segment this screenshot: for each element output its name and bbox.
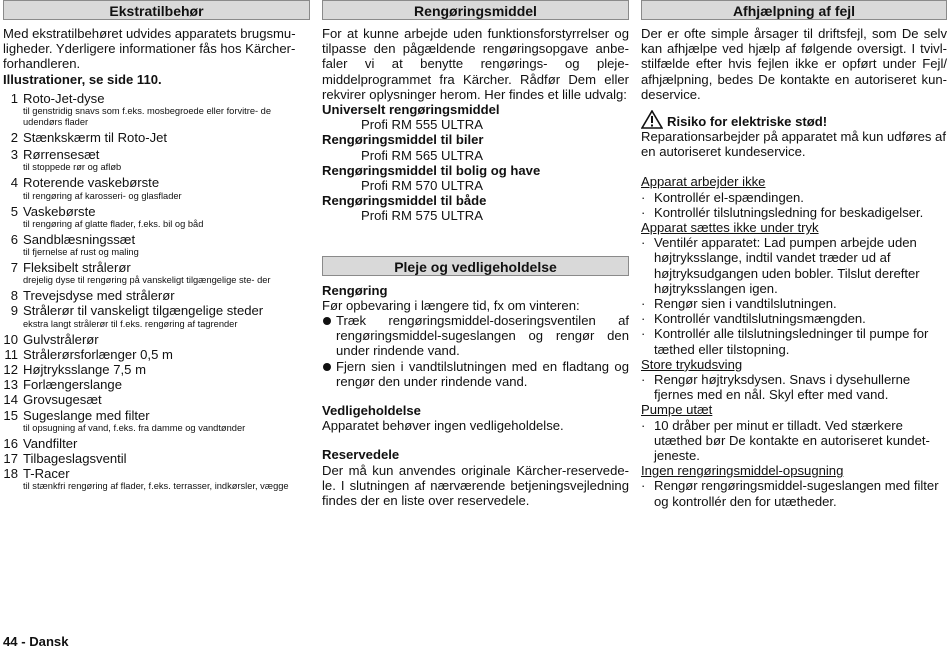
cleaning-bullet-2: Fjern sien i vandtilslutningen med en fladtang og rengør den under rindende vand.	[322, 359, 629, 389]
accessories-header: Ekstratilbehør	[3, 0, 310, 20]
accessories-column	[3, 0, 310, 494]
illustrations-ref: Illustrationer, se side 110.	[3, 71, 162, 87]
page-footer: 44 - Dansk	[3, 634, 69, 649]
product-heading: Rengøringsmiddel til både	[322, 193, 487, 209]
detergent-column	[322, 0, 629, 508]
fault-remedy: · 10 dråber per minut er tilladt. Ved stærkere utæthed bør De kontakte en autoriseret kundet- jeneste.	[641, 417, 930, 464]
product-heading: Universelt rengøringsmiddel	[322, 102, 500, 118]
troubleshooting-intro: Der er ofte simple årsager til driftsfejl, som De selv kan afhjælpe ved hjælp af følgende oversigt. I tvivl- stilfælde efter hvis fejlen ikke er opført under Fejl/ afhjælpning, bedes De kontakte en autoriseret kun- deservice.	[641, 26, 947, 102]
list-item: 14 Grovsugesæt	[3, 392, 102, 408]
product-name: Profi RM 570 ULTRA	[361, 178, 483, 194]
troubleshooting-column	[641, 0, 947, 509]
care-header: Pleje og vedligeholdelse	[322, 256, 629, 276]
intro-line-1: Med ekstratilbehøret udvides apparatets brugsmu-	[3, 26, 296, 41]
cleaning-heading: Rengøring	[322, 282, 388, 298]
warning-triangle-icon	[641, 110, 663, 129]
fault-remedy: · Kontrollér el-spændingen.	[641, 189, 804, 205]
product-heading: Rengøringsmiddel til biler	[322, 132, 484, 148]
list-item: 12 Højtryksslange 7,5 m	[3, 362, 146, 378]
fault-remedy: · Kontrollér vandtilslutningsmængden.	[641, 311, 866, 327]
product-name: Profi RM 565 ULTRA	[361, 147, 483, 163]
list-item: 1 Roto-Jet-dyse til genstridig snavs som f.eks. mosbegroede eller forvitre- de udendørs flader	[10, 90, 272, 128]
list-item: 7 Fleksibelt strålerør drejelig dyse til rengøring på vanskeligt tilgængelige ste- der	[10, 260, 271, 286]
fault-remedy: · Rengør sien i vandtilslutningen.	[641, 296, 837, 312]
warning-heading	[641, 110, 947, 129]
list-item: 8 Trevejsdyse med strålerør	[10, 288, 175, 304]
warning-text: Reparationsarbejder på apparatet må kun udføres af en autoriseret kundeservice.	[641, 129, 946, 160]
fault-heading: Ingen rengøringsmiddel-opsugning	[641, 463, 844, 479]
maintenance-text: Apparatet behøver ingen vedligeholdelse.	[322, 418, 564, 434]
list-item: 2 Stænkskærm til Roto-Jet	[10, 130, 168, 146]
fault-remedy: · Kontrollér tilslutningsledning for beskadigelser.	[641, 204, 924, 220]
detergent-intro: For at kunne arbejde uden funktionsforstyrrelser og tilpasse den pågældende rengøringsopgave anbe- faler vi at benytte rengørings- og pleje- middelprogrammet fra Kärcher. Rådfør Dem eller rekvirer oplysninger herom. Her findes et lille udvalg:	[322, 26, 629, 102]
fault-remedy: · Ventilér apparatet: Lad pumpen arbejde uden højtryksslange, indtil vandet træder ud af højtryksudgangen uden bobler. Tilslut derefter højtryksslangen igen.	[641, 235, 920, 296]
fault-list	[641, 174, 947, 508]
fault-remedy: · Rengør rengøringsmiddel-sugeslangen med filter og kontrollér den for utætheder.	[641, 478, 939, 509]
list-item: 5 Vaskebørste til rengøring af glatte flader, f.eks. bil og båd	[10, 203, 204, 229]
fault-heading: Apparat sættes ikke under tryk	[641, 220, 819, 236]
fault-heading: Pumpe utæt	[641, 402, 713, 418]
fault-remedy: · Kontrollér alle tilslutningsledninger til pumpe for tæthed eller tilstopning.	[641, 326, 929, 357]
fault-remedy: · Rengør højtryksdysen. Snavs i dysehullerne fjernes med en nål. Skyl efter med vand.	[641, 372, 911, 403]
intro-line-3: forhandleren.	[3, 56, 81, 72]
spare-parts-text: Der må kun anvendes originale Kärcher-reservede- le. I slutningen af nærværende betjeningsvejledning findes der en liste over reservedele.	[322, 462, 629, 509]
list-item: 3 Rørrensesæt til stoppede rør og afløb	[10, 147, 122, 173]
fault-heading: Store trykudsving	[641, 356, 743, 372]
warning-title: Risiko for elektriske stød!	[667, 113, 828, 129]
list-item: 9 Strålerør til vanskeligt tilgængelige steder ekstra langt strålerør til f.eks. rengøring af tagrender	[10, 303, 264, 329]
detergent-header: Rengøringsmiddel	[322, 0, 629, 20]
product-heading: Rengøringsmiddel til bolig og have	[322, 162, 541, 178]
list-item: 13 Forlængerslange	[3, 377, 122, 393]
maintenance-heading: Vedligeholdelse	[322, 403, 421, 419]
list-item: 17 Tilbageslagsventil	[3, 451, 127, 467]
cleaning-text: Før opbevaring i længere tid, fx om vinteren:	[322, 297, 580, 313]
spare-parts-heading: Reservedele	[322, 447, 400, 463]
list-item: 10 Gulvstrålerør	[3, 331, 99, 347]
product-name: Profi RM 555 ULTRA	[361, 117, 483, 133]
fault-heading: Apparat arbejder ikke	[641, 174, 766, 190]
accessories-list	[3, 91, 310, 493]
list-item: 18 T-Racer til stænkfri rengøring af flader, f.eks. terrasser, indkørsler, vægge	[3, 466, 289, 492]
list-item: 6 Sandblæsningssæt til fjernelse af rust og maling	[10, 231, 139, 258]
list-item: 4 Roterende vaskebørste til rengøring af karosseri- og glasflader	[10, 175, 182, 201]
product-name: Profi RM 575 ULTRA	[361, 208, 483, 224]
detergent-products	[322, 102, 629, 224]
troubleshooting-header: Afhjælpning af fejl	[641, 0, 947, 20]
cleaning-bullet-1: Træk rengøringsmiddel-doseringsventilen af rengøringsmiddel-sugeslangen og rengør den under rindende vand.	[322, 313, 629, 359]
intro-line-2: ligheder. Yderligere informationer fås hos Kärcher-	[3, 41, 296, 57]
list-item: 11 Strålerørsforlænger 0,5 m	[4, 346, 173, 362]
list-item: 15 Sugeslange med filter til opsugning af vand, f.eks. fra damme og vandtønder	[3, 407, 246, 433]
accessories-intro	[3, 26, 310, 87]
list-item: 16 Vandfilter	[3, 435, 78, 451]
